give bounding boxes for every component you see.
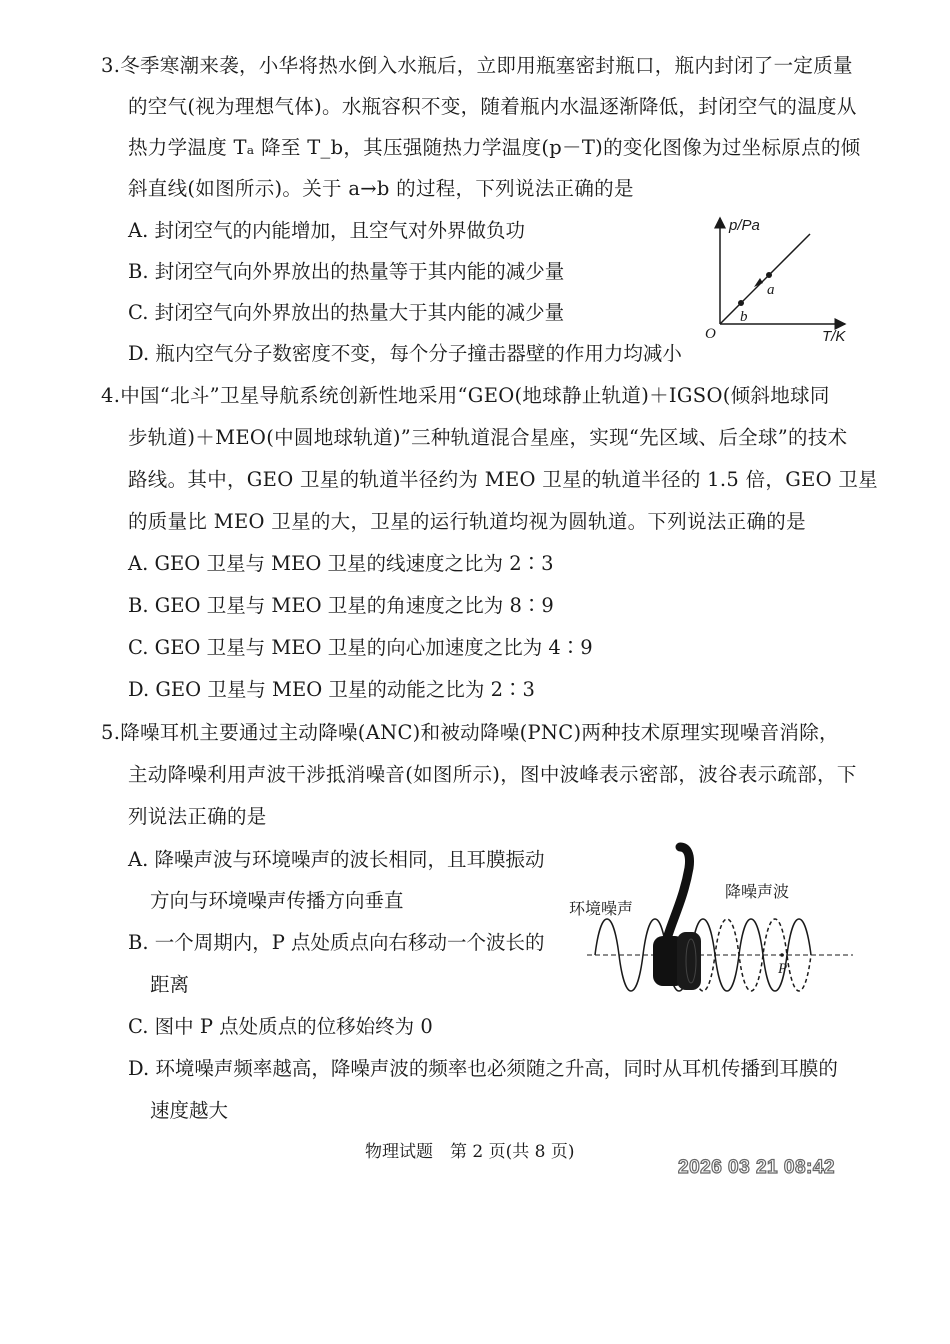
q3-stem-line-2: 的空气(视为理想气体)。水瓶容积不变，随着瓶内水温逐渐降低，封闭空气的温度从 bbox=[128, 95, 857, 118]
q5-option-d: D. 环境噪声频率越高，降噪声波的频率也必须随之升高，同时从耳机传播到耳膜的 bbox=[128, 1057, 838, 1080]
q3-stem-line-4: 斜直线(如图所示)。关于 a→b 的过程，下列说法正确的是 bbox=[128, 177, 634, 200]
origin-label: O bbox=[705, 326, 716, 342]
anti-noise-label: 降噪声波 bbox=[725, 884, 790, 901]
q4-option-d: D. GEO 卫星与 MEO 卫星的动能之比为 2∶3 bbox=[128, 678, 535, 701]
q5-option-b: B. 一个周期内，P 点处质点向右移动一个波长的 bbox=[128, 931, 545, 954]
q5-stem-line-3: 列说法正确的是 bbox=[128, 805, 267, 828]
headphone-band bbox=[665, 847, 690, 946]
q5-option-a-cont: 方向与环境噪声传播方向垂直 bbox=[150, 889, 404, 912]
q3-option-c: C. 封闭空气向外界放出的热量大于其内能的减少量 bbox=[128, 301, 565, 324]
x-axis-label: T/K bbox=[822, 328, 846, 345]
q4-stem-line-1: 4.中国“北斗”卫星导航系统创新性地采用“GEO(地球静止轨道)＋IGSO(倾斜地球同 bbox=[101, 384, 830, 407]
q4-stem-line-3: 路线。其中，GEO 卫星的轨道半径约为 MEO 卫星的轨道半径的 1.5 倍，GEO 卫星 bbox=[128, 468, 878, 491]
anc-figure bbox=[565, 842, 860, 1007]
scan-timestamp: 2026 03 21 08:42 bbox=[678, 1157, 835, 1178]
point-p-dot bbox=[780, 953, 784, 957]
point-b-dot bbox=[738, 300, 744, 306]
q5-option-d-cont: 速度越大 bbox=[150, 1099, 229, 1122]
page-footer: 物理试题 第 2 页(共 8 页) bbox=[365, 1142, 575, 1162]
q4-option-b: B. GEO 卫星与 MEO 卫星的角速度之比为 8∶9 bbox=[128, 594, 554, 617]
q3-option-b: B. 封闭空气向外界放出的热量等于其内能的减少量 bbox=[128, 260, 565, 283]
point-a-dot bbox=[766, 272, 772, 278]
q5-option-a: A. 降噪声波与环境噪声的波长相同，且耳膜振动 bbox=[128, 848, 545, 871]
ambient-noise-label: 环境噪声 bbox=[569, 901, 634, 918]
y-axis-label: p/Pa bbox=[729, 217, 760, 234]
q4-stem-line-2: 步轨道)＋MEO(中圆地球轨道)”三种轨道混合星座，实现“先区域、后全球”的技术 bbox=[128, 426, 848, 449]
q3-stem-line-1: 3.冬季寒潮来袭，小华将热水倒入水瓶后，立即用瓶塞密封瓶口，瓶内封闭了一定质量 bbox=[101, 54, 853, 77]
q5-stem-line-2: 主动降噪利用声波干涉抵消噪音(如图所示)，图中波峰表示密部，波谷表示疏部，下 bbox=[128, 763, 857, 786]
q3-option-a: A. 封闭空气的内能增加，且空气对外界做负功 bbox=[128, 219, 525, 242]
q5-option-b-cont: 距离 bbox=[150, 973, 190, 996]
q3-stem-line-3: 热力学温度 Tₐ 降至 T_b，其压强随热力学温度(p－T)的变化图像为过坐标原点的倾 bbox=[128, 136, 861, 159]
pt-line bbox=[720, 234, 810, 324]
pt-graph bbox=[700, 212, 860, 347]
q3-option-d: D. 瓶内空气分子数密度不变，每个分子撞击器壁的作用力均减小 bbox=[128, 342, 682, 365]
q4-stem-line-4: 的质量比 MEO 卫星的大，卫星的运行轨道均视为圆轨道。下列说法正确的是 bbox=[128, 510, 806, 533]
q5-option-c: C. 图中 P 点处质点的位移始终为 0 bbox=[128, 1015, 433, 1038]
point-b-label: b bbox=[740, 309, 748, 325]
point-a-label: a bbox=[767, 282, 775, 298]
q4-option-c: C. GEO 卫星与 MEO 卫星的向心加速度之比为 4∶9 bbox=[128, 636, 593, 659]
q5-stem-line-1: 5.降噪耳机主要通过主动降噪(ANC)和被动降噪(PNC)两种技术原理实现噪音消除， bbox=[101, 721, 839, 744]
point-p-label: P bbox=[778, 961, 788, 977]
q4-option-a: A. GEO 卫星与 MEO 卫星的线速度之比为 2∶3 bbox=[128, 552, 554, 575]
